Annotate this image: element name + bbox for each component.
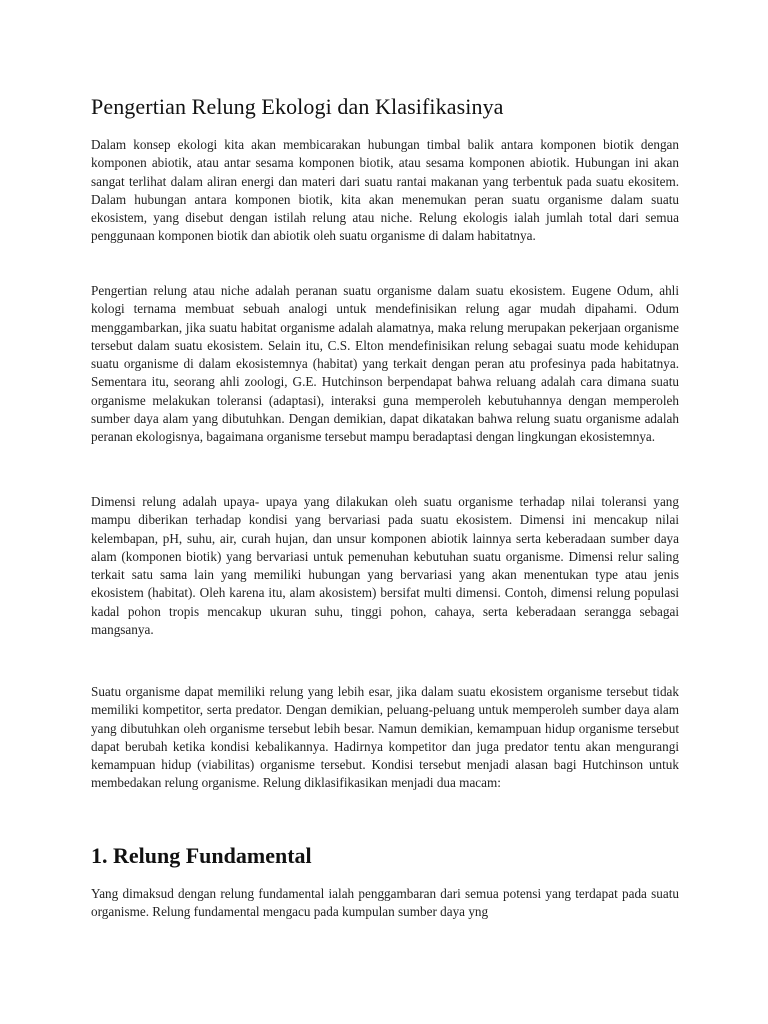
section-heading: 1. Relung Fundamental bbox=[91, 843, 312, 868]
paragraph-intro: Dalam konsep ekologi kita akan membicarakan hubungan timbal balik antara komponen biotik dengan komponen abiotik, atau antar sesama komponen biotik, atau sesama komponen abiotik. Hubungan ini akan sangat terlihat dalam aliran energi dan materi dari suatu rantai makanan yang terbentuk pada suatu ekositem. Dalam hubungan antara komponen biotik, kita akan menemukan peran suatu organisme dalam suatu ekosistem, yang disebut dengan istilah relung atau niche. Relung ekologis ialah jumlah total dari semua penggunaan komponen biotik dan abiotik oleh suatu organisme di dalam habitatnya. bbox=[91, 137, 679, 244]
paragraph-fundamental: Yang dimaksud dengan relung fundamental ialah penggambaran dari semua potensi yang terdapat pada suatu organisme. Relung fundamental mengacu pada kumpulan sumber daya yng bbox=[91, 886, 679, 920]
paragraph-definition: Pengertian relung atau niche adalah peranan suatu organisme dalam suatu ekosistem. Eugene Odum, ahli kologi ternama membuat sebuah analogi untuk mendefinisikan relung agar mudah dipahami. Odum menggambarkan, jika suatu habitat organisme adalah alamatnya, maka relung merupakan pekerjaan organisme tersebut dalam suatu ekosistem. Selain itu, C.S. Elton mendefinisikan relung sebagai suatu mode kehidupan suatu organisme di dalam ekosistemnya (habitat) yang terkait dengan peran atu profesinya pada habitatnya. Sementara itu, seorang ahli zoologi, G.E. Hutchinson berpendapat bahwa reluang adalah cara dimana suatu organisme melakukan toleransi (adaptasi), interaksi guna memperoleh kebutuhannya dengan memperoleh sumber daya alam yang dibutuhkan. Dengan demikian, dapat dikatakan bahwa relung suatu organisme adalah peranan ekologisnya, bagaimana organisme tersebut mampu beradaptasi dengan lingkungan ekosistemnya. bbox=[91, 283, 679, 445]
paragraph-dimension: Dimensi relung adalah upaya- upaya yang dilakukan oleh suatu organisme terhadap nilai toleransi yang mampu diberikan terhadap kondisi yang bervariasi pada suatu ekosistem. Dimensi ini mencakup nilai kelembapan, pH, suhu, air, curah hujan, dan unsur komponen abiotik lainnya serta keberadaan sumber daya alam (komponen biotik) yang bervariasi untuk pemenuhan kebutuhan suatu organisme. Dimensi relur saling terkait satu sama lain yang memiliki hubungan yang bervariasi yang akan menentukan type atau jenis ekosistem (habitat). Oleh karena itu, alam akosistem) bersifat multi dimensi. Contoh, dimensi relung populasi kadal pohon tropis mencakup ukuran suhu, tinggi pohon, cahaya, serta keberadaan serangga sebagai mangsanya. bbox=[91, 494, 679, 638]
paragraph-classification: Suatu organisme dapat memiliki relung yang lebih esar, jika dalam suatu ekosistem organisme tersebut tidak memiliki kompetitor, serta predator. Dengan demikian, peluang-peluang untuk memperoleh sumber daya alam yang dibutuhkan oleh organisme tersebut lebih besar. Namun demikian, kemampuan hidup organisme tersebut dapat berubah ketika kondisi kebalikannya. Hadirnya kompetitor dan juga predator tentu akan mengurangi kemampuan hidup (viabilitas) organisme tersebut. Kondisi tersebut menjadi alasan bagi Hutchinson untuk membedakan relung organisme. Relung diklasifikasikan menjadi dua macam: bbox=[91, 684, 679, 791]
document-title: Pengertian Relung Ekologi dan Klasifikasinya bbox=[91, 94, 504, 119]
